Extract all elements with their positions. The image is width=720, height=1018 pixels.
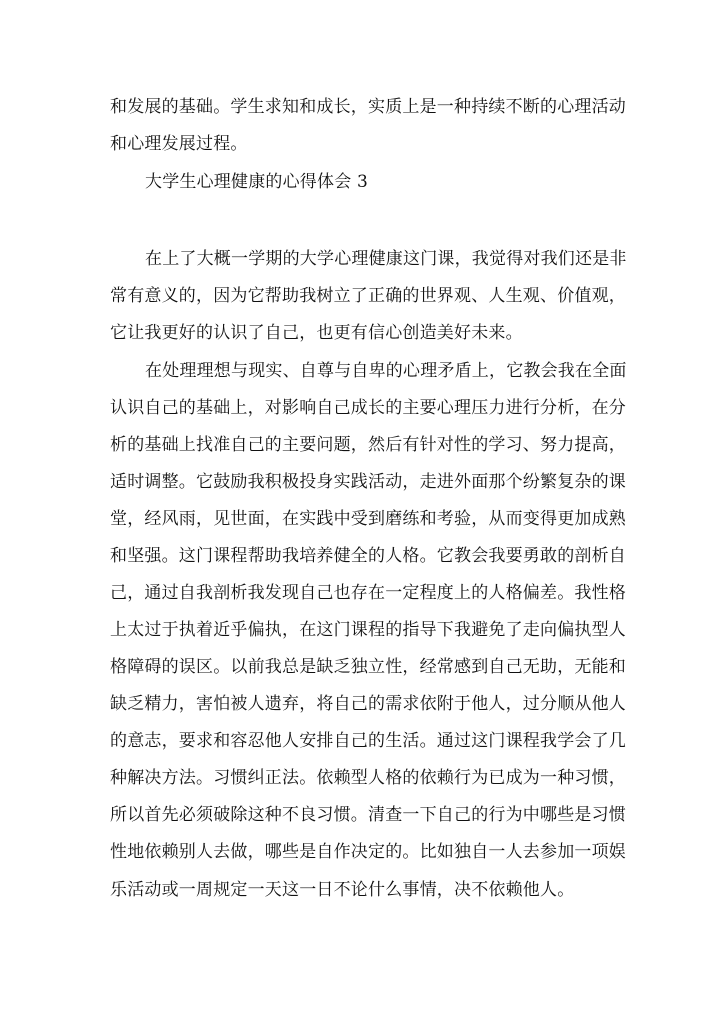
text-line: 和坚强。这门课程帮助我培养健全的人格。它教会我要勇敢的剖析自 (110, 546, 626, 566)
text-line: 己，通过自我剖析我发现自己也存在一定程度上的人格偏差。我性格 (110, 583, 626, 603)
section-heading: 大学生心理健康的心得体会 3 (145, 172, 369, 192)
text-line: 的意志，要求和容忍他人安排自己的生活。通过这门课程我学会了几 (110, 731, 626, 751)
text-line: 认识自己的基础上，对影响自己成长的主要心理压力进行分析，在分 (110, 398, 626, 418)
text-line: 缺乏精力，害怕被人遗弃，将自己的需求依附于他人，过分顺从他人 (110, 694, 626, 714)
text-line: 堂，经风雨，见世面，在实践中受到磨练和考验，从而变得更加成熟 (110, 509, 626, 529)
text-line: 在处理理想与现实、自尊与自卑的心理矛盾上，它教会我在全面 (145, 361, 627, 381)
text-line: 常有意义的，因为它帮助我树立了正确的世界观、人生观、价值观， (110, 286, 626, 306)
text-line: 所以首先必须破除这种不良习惯。清查一下自己的行为中哪些是习惯 (110, 805, 626, 825)
text-line: 种解决方法。习惯纠正法。依赖型人格的依赖行为已成为一种习惯， (110, 768, 626, 788)
text-line: 上太过于执着近乎偏执，在这门课程的指导下我避免了走向偏执型人 (110, 620, 626, 640)
text-line: 乐活动或一周规定一天这一日不论什么事情，决不依赖他人。 (110, 880, 575, 900)
text-line: 适时调整。它鼓励我积极投身实践活动，走进外面那个纷繁复杂的课 (110, 472, 626, 492)
text-line: 它让我更好的认识了自己，也更有信心创造美好未来。 (110, 323, 523, 343)
text-line: 性地依赖别人去做，哪些是自作决定的。比如独自一人去参加一项娱 (110, 842, 626, 862)
text-line: 和心理发展过程。 (110, 134, 248, 154)
text-line: 格障碍的误区。以前我总是缺乏独立性，经常感到自己无助，无能和 (110, 657, 626, 677)
text-line: 和发展的基础。学生求知和成长，实质上是一种持续不断的心理活动 (110, 97, 626, 117)
text-line: 析的基础上找准自己的主要问题，然后有针对性的学习、努力提高， (110, 435, 626, 455)
text-line: 在上了大概一学期的大学心理健康这门课，我觉得对我们还是非 (145, 249, 627, 269)
